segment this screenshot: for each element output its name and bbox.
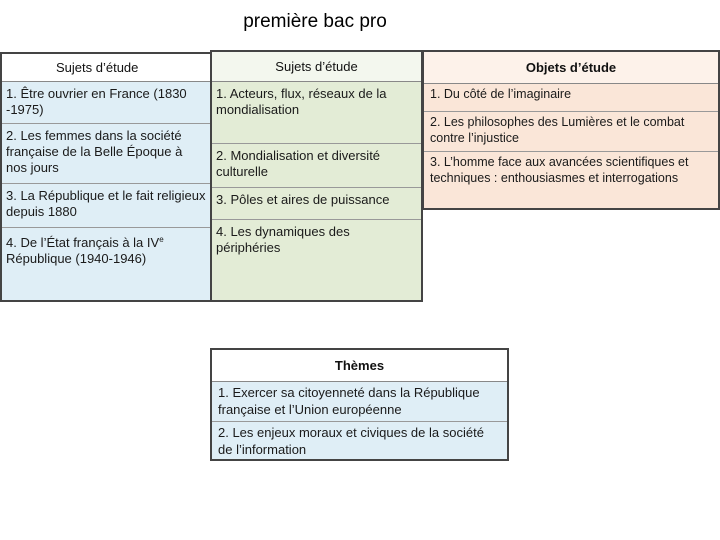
histoire-header: Sujets d’étude <box>2 54 210 82</box>
page-title: première bac pro <box>243 11 387 32</box>
geographie-column <box>210 50 423 302</box>
histoire-item-2: 2. Les femmes dans la société française de la Belle Époque à nos jours <box>2 124 210 184</box>
histoire-item-4 <box>2 228 210 300</box>
geographie-item-4: 4. Les dynamiques des périphéries <box>216 224 350 255</box>
emc-header: Thèmes <box>212 350 507 382</box>
histoire-item-4-part-a: 4. De l’État français à la IV <box>6 235 160 250</box>
lettres-item-1: 1. Du côté de l’imaginaire <box>424 84 718 112</box>
lettres-column <box>422 50 720 210</box>
histoire-item-3: 3. La République et le fait religieux depuis 1880 <box>2 184 210 228</box>
geographie-item-3: 3. Pôles et aires de puissance <box>212 188 421 220</box>
lettres-item-3: 3. L’homme face aux avancées scientifiques et techniques : enthousiasmes et interrogations <box>430 155 689 185</box>
lettres-header: Objets d’étude <box>424 52 718 84</box>
histoire-item-4-sup: e <box>159 235 164 244</box>
geographie-header: Sujets d’étude <box>212 52 421 82</box>
geographie-item-1: 1. Acteurs, flux, réseaux de la mondialisation <box>212 82 421 144</box>
emc-item-2: 2. Les enjeux moraux et civiques de la société de l’information <box>218 425 484 457</box>
emc-column <box>210 348 509 461</box>
histoire-column <box>0 52 212 302</box>
geographie-item-2: 2. Mondialisation et diversité culturelle <box>212 144 421 188</box>
histoire-item-1: 1. Être ouvrier en France (1830 -1975) <box>2 82 210 124</box>
emc-item-1: 1. Exercer sa citoyenneté dans la République française et l’Union européenne <box>212 382 507 422</box>
histoire-item-4-part-b: République (1940-1946) <box>6 251 147 266</box>
lettres-item-2: 2. Les philosophes des Lumières et le combat contre l’injustice <box>424 112 718 152</box>
